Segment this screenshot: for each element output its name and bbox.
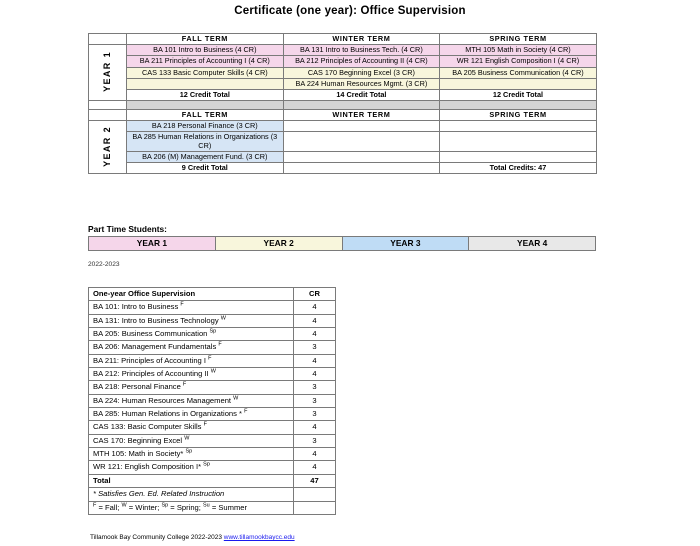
table-row	[89, 132, 597, 151]
course-name: MTH 105: Math in Society*	[93, 449, 186, 459]
college-website-link[interactable]: www.tillamookbaycc.edu	[223, 534, 295, 541]
course-list-table	[88, 287, 336, 515]
course-credits: 3	[294, 381, 336, 394]
divider-year-cell	[89, 101, 127, 110]
course-term-marker: Sp	[203, 461, 210, 468]
course-credits: 4	[294, 368, 336, 381]
course-name-cell	[89, 301, 294, 314]
course-term-marker: W	[220, 315, 226, 322]
legend-summer-text: = Summer	[209, 502, 248, 512]
year2-total-row	[89, 162, 597, 173]
list-item	[89, 341, 336, 354]
course-name-cell	[89, 328, 294, 341]
corner-cell-2	[89, 110, 127, 121]
gen-ed-note-row	[89, 488, 336, 501]
year1-spring-course-4	[440, 78, 597, 89]
list-item	[89, 434, 336, 447]
term-legend-blank	[294, 501, 336, 514]
course-credits: 4	[294, 314, 336, 327]
course-name-cell	[89, 394, 294, 407]
corner-cell	[89, 34, 127, 45]
year1-winter-course-3: CAS 170 Beginning Excel (3 CR)	[283, 67, 440, 78]
course-term-marker: F	[180, 301, 184, 308]
legend-fall-text: = Fall;	[96, 502, 122, 512]
year2-fall-course-2: BA 285 Human Relations in Organizations (3 CR)	[127, 132, 284, 151]
course-term-marker: W	[210, 368, 216, 375]
list-item	[89, 381, 336, 394]
year1-winter-header: WINTER TERM	[283, 34, 440, 45]
course-credits: 3	[294, 341, 336, 354]
legend-spring-text: = Spring;	[168, 502, 203, 512]
year1-spring-course-1: MTH 105 Math in Society (4 CR)	[440, 45, 597, 56]
course-total-credits: 47	[294, 474, 336, 487]
year2-winter-course-1	[283, 121, 440, 132]
year1-fall-header: FALL TERM	[127, 34, 284, 45]
year1-fall-course-4	[127, 78, 284, 89]
course-name-cell	[89, 461, 294, 474]
degree-plan-table	[88, 33, 597, 174]
course-name: CAS 170: Beginning Excel	[93, 435, 185, 445]
course-credits: 4	[294, 421, 336, 434]
footer-text: Tillamook Bay Community College 2022-2023	[90, 534, 224, 541]
course-name-cell	[89, 341, 294, 354]
course-name-cell	[89, 354, 294, 367]
course-term-marker: W	[233, 395, 239, 402]
part-time-year-1: YEAR 1	[89, 237, 216, 250]
year1-spring-course-2: WR 121 English Composition I (4 CR)	[440, 56, 597, 67]
course-total-label: Total	[89, 474, 294, 487]
footer	[90, 534, 295, 541]
course-name: BA 212: Principles of Accounting II	[93, 369, 211, 379]
course-name: BA 206: Management Fundamentals	[93, 342, 219, 352]
part-time-year-3: YEAR 3	[343, 237, 470, 250]
list-item	[89, 354, 336, 367]
legend-summer-marker: Su	[203, 501, 210, 508]
divider-cell	[127, 101, 284, 110]
list-item	[89, 408, 336, 421]
course-name-cell	[89, 314, 294, 327]
course-credits: 4	[294, 328, 336, 341]
course-credits: 3	[294, 408, 336, 421]
table-row	[89, 121, 597, 132]
year1-winter-course-2: BA 212 Principles of Accounting II (4 CR)	[283, 56, 440, 67]
year2-label-cell	[89, 121, 127, 174]
legend-winter-marker: W	[121, 501, 127, 508]
course-list-header-cr: CR	[294, 288, 336, 301]
list-item	[89, 394, 336, 407]
year1-spring-course-3: BA 205 Business Communication (4 CR)	[440, 67, 597, 78]
course-name: CAS 133: Basic Computer Skills	[93, 422, 204, 432]
list-item	[89, 328, 336, 341]
year1-spring-header: SPRING TERM	[440, 34, 597, 45]
legend-fall-marker: F	[93, 501, 97, 508]
course-term-marker: W	[184, 435, 190, 442]
year2-winter-course-2	[283, 132, 440, 151]
year2-fall-total: 9 Credit Total	[127, 162, 284, 173]
section-divider-row	[89, 101, 597, 110]
year1-fall-course-3: CAS 133 Basic Computer Skills (4 CR)	[127, 67, 284, 78]
year2-winter-total	[283, 162, 440, 173]
course-term-marker: F	[218, 341, 222, 348]
year2-spring-header: SPRING TERM	[440, 110, 597, 121]
year2-winter-course-3	[283, 151, 440, 162]
part-time-year-bar	[88, 236, 596, 251]
table-row	[89, 67, 597, 78]
course-name-cell	[89, 421, 294, 434]
part-time-year-2: YEAR 2	[216, 237, 343, 250]
course-name: BA 224: Human Resources Management	[93, 395, 234, 405]
degree-plan-table-wrapper	[88, 33, 596, 174]
year1-total-row	[89, 89, 597, 100]
year2-spring-course-3	[440, 151, 597, 162]
part-time-label: Part Time Students:	[88, 224, 167, 234]
year1-fall-course-1: BA 101 Intro to Business (4 CR)	[127, 45, 284, 56]
part-time-year-4: YEAR 4	[469, 237, 595, 250]
course-term-marker: F	[203, 421, 207, 428]
course-credits: 4	[294, 448, 336, 461]
course-list-header-name: One-year Office Supervision	[89, 288, 294, 301]
course-credits: 4	[294, 301, 336, 314]
term-legend	[89, 501, 294, 514]
course-credits: 3	[294, 434, 336, 447]
legend-winter-text: = Winter;	[126, 502, 162, 512]
legend-spring-marker: Sp	[161, 501, 169, 508]
term-legend-row	[89, 501, 336, 514]
year2-header-row	[89, 110, 597, 121]
year1-header-row	[89, 34, 597, 45]
page-title: Certificate (one year): Office Supervision	[234, 5, 466, 17]
course-name: BA 211: Principles of Accounting I	[93, 355, 209, 365]
course-term-marker: F	[244, 408, 248, 415]
year1-spring-total: 12 Credit Total	[440, 89, 597, 100]
list-item	[89, 421, 336, 434]
year1-winter-total: 14 Credit Total	[283, 89, 440, 100]
course-list-wrapper	[88, 287, 335, 515]
list-item	[89, 448, 336, 461]
year2-fall-header: FALL TERM	[127, 110, 284, 121]
year2-spring-course-1	[440, 121, 597, 132]
course-total-row	[89, 474, 336, 487]
course-name-cell	[89, 381, 294, 394]
year1-label-cell	[89, 45, 127, 101]
year2-winter-header: WINTER TERM	[283, 110, 440, 121]
course-credits: 4	[294, 354, 336, 367]
course-list-header-row	[89, 288, 336, 301]
course-name-cell	[89, 408, 294, 421]
course-name: BA 205: Business Communication	[93, 329, 210, 339]
year2-grand-total: Total Credits: 47	[440, 162, 597, 173]
list-item	[89, 368, 336, 381]
list-item	[89, 461, 336, 474]
year2-label: YEAR 2	[102, 125, 113, 167]
course-term-marker: F	[208, 355, 212, 362]
course-term-marker: F	[182, 381, 187, 388]
course-name-cell	[89, 434, 294, 447]
gen-ed-note: * Satisfies Gen. Ed. Related Instruction	[89, 488, 294, 501]
year2-spring-course-2	[440, 132, 597, 151]
course-credits: 3	[294, 394, 336, 407]
table-row	[89, 56, 597, 67]
course-name-cell	[89, 448, 294, 461]
year1-winter-course-1: BA 131 Intro to Business Tech. (4 CR)	[283, 45, 440, 56]
table-row	[89, 78, 597, 89]
course-name: BA 218: Personal Finance	[93, 382, 183, 392]
table-row	[89, 45, 597, 56]
gen-ed-note-blank	[294, 488, 336, 501]
year1-label: YEAR 1	[102, 51, 113, 92]
course-credits: 4	[294, 461, 336, 474]
course-name: BA 131: Intro to Business Technology	[93, 315, 221, 325]
year2-fall-course-1: BA 218 Personal Finance (3 CR)	[127, 121, 284, 132]
divider-cell	[440, 101, 597, 110]
year2-fall-course-3: BA 206 (M) Management Fund. (3 CR)	[127, 151, 284, 162]
table-row	[89, 151, 597, 162]
year1-fall-total: 12 Credit Total	[127, 89, 284, 100]
course-name: WR 121: English Composition I*	[93, 462, 204, 472]
course-name-cell	[89, 368, 294, 381]
list-item	[89, 301, 336, 314]
course-term-marker: Sp	[185, 448, 193, 455]
year1-winter-course-4: BA 224 Human Resources Mgmt. (3 CR)	[283, 78, 440, 89]
course-term-marker: Sp	[209, 328, 217, 335]
catalog-year-range: 2022-2023	[88, 261, 120, 268]
course-name: BA 285: Human Relations in Organizations *	[93, 409, 245, 419]
list-item	[89, 314, 336, 327]
course-name: BA 101: Intro to Business	[93, 302, 181, 312]
divider-cell	[283, 101, 440, 110]
year1-fall-course-2: BA 211 Principles of Accounting I (4 CR)	[127, 56, 284, 67]
